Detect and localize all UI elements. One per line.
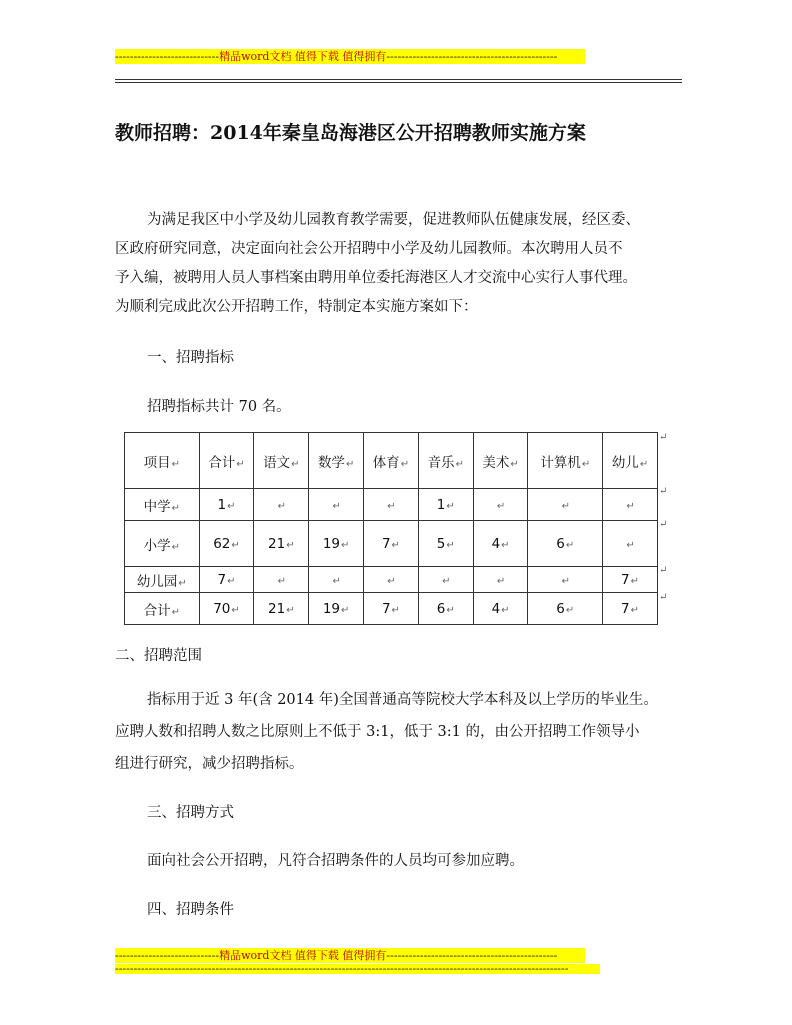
table-cell bbox=[125, 521, 200, 567]
table-cell bbox=[364, 489, 419, 521]
table-cell bbox=[603, 521, 658, 567]
cell-end-mark: ↵ bbox=[178, 577, 187, 589]
cell-end-mark: ↵ bbox=[171, 458, 180, 470]
cell-end-mark: ↵ bbox=[236, 458, 245, 470]
table-cell bbox=[418, 567, 473, 593]
table-cell bbox=[309, 433, 364, 489]
cell-end-mark: ↵ bbox=[626, 539, 635, 551]
cell-end-mark: ↵ bbox=[626, 500, 635, 512]
cell-end-mark: ↵ bbox=[400, 458, 410, 470]
table-cell bbox=[473, 489, 528, 521]
header-banner bbox=[115, 49, 585, 64]
cell-end-mark: ↵ bbox=[231, 604, 240, 616]
cell-end-mark: ↵ bbox=[496, 500, 506, 512]
cell-value: 音乐 bbox=[427, 454, 455, 471]
footer-banner bbox=[115, 948, 585, 963]
row-mark-3: ↵ bbox=[659, 565, 668, 576]
page-title: 教师招聘：2014年秦皇岛海港区公开招聘教师实施方案 bbox=[115, 122, 586, 144]
section2-heading: 二、招聘范围 bbox=[115, 648, 202, 664]
cell-value: 7 bbox=[621, 571, 630, 588]
cell-value: 幼儿 bbox=[611, 454, 639, 471]
cell-value: 6 bbox=[556, 535, 565, 552]
section1-text: 招聘指标共计 70 名。 bbox=[147, 399, 291, 415]
cell-end-mark: ↵ bbox=[639, 458, 649, 470]
table-cell bbox=[528, 489, 603, 521]
cell-end-mark: ↵ bbox=[630, 604, 640, 616]
cell-value: 数学 bbox=[317, 454, 345, 471]
header-rule-top bbox=[115, 79, 682, 80]
row-mark-2: ↵ bbox=[659, 519, 668, 530]
cell-end-mark: ↵ bbox=[291, 458, 300, 470]
cell-end-mark: ↵ bbox=[286, 539, 295, 551]
intro-line-4: 为顺利完成此次公开招聘工作，特制定本实施方案如下： bbox=[115, 299, 478, 315]
cell-end-mark: ↵ bbox=[561, 500, 570, 512]
footer-dashes-left: ---------------------------- bbox=[115, 949, 220, 962]
intro-line-2: 区政府研究同意，决定面向社会公开招聘中小学及幼儿园教师。本次聘用人员不 bbox=[115, 241, 623, 257]
table-cell bbox=[309, 593, 364, 625]
table-cell bbox=[603, 489, 658, 521]
section3-text: 面向社会公开招聘，凡符合招聘条件的人员均可参加应聘。 bbox=[147, 853, 524, 869]
cell-end-mark: ↵ bbox=[171, 606, 180, 618]
table-cell bbox=[528, 567, 603, 593]
table-cell bbox=[125, 489, 200, 521]
table-cell bbox=[603, 593, 658, 625]
table-cell bbox=[125, 567, 200, 593]
table-cell bbox=[254, 521, 309, 567]
cell-value: 70 bbox=[213, 600, 231, 617]
table-cell bbox=[309, 567, 364, 593]
section2-line-2: 应聘人数和招聘人数之比原则上不低于 3:1，低于 3:1 的，由公开招聘工作领导小 bbox=[115, 724, 640, 740]
cell-end-mark: ↵ bbox=[581, 458, 591, 470]
cell-end-mark: ↵ bbox=[446, 604, 455, 616]
cell-end-mark: ↵ bbox=[227, 575, 236, 587]
row-mark-0: ↵ bbox=[659, 432, 668, 443]
footer-dash-line: -------------------------------------------------------------------------------------------------------------------------- bbox=[115, 964, 600, 974]
cell-end-mark: ↵ bbox=[171, 502, 180, 514]
cell-end-mark: ↵ bbox=[455, 458, 464, 470]
table-row bbox=[125, 521, 658, 567]
table-cell bbox=[199, 521, 254, 567]
footer-dashes-right: ---------------------------------------------- bbox=[386, 949, 558, 962]
cell-end-mark: ↵ bbox=[510, 458, 519, 470]
table-cell bbox=[254, 593, 309, 625]
cell-value: 幼儿园 bbox=[136, 573, 178, 590]
cell-end-mark: ↵ bbox=[630, 575, 640, 587]
cell-value: 中学 bbox=[143, 498, 171, 515]
table-cell bbox=[254, 567, 309, 593]
table-cell bbox=[418, 521, 473, 567]
cell-end-mark: ↵ bbox=[561, 575, 570, 587]
table-cell bbox=[473, 521, 528, 567]
cell-value: 项目 bbox=[143, 454, 171, 471]
cell-end-mark: ↵ bbox=[387, 575, 396, 587]
cell-end-mark: ↵ bbox=[277, 575, 287, 587]
table-cell bbox=[364, 433, 419, 489]
header-text: 精品word文档 值得下载 值得拥有 bbox=[219, 50, 387, 63]
cell-end-mark: ↵ bbox=[341, 604, 350, 616]
table-cell bbox=[364, 593, 419, 625]
cell-value: 7 bbox=[217, 571, 227, 588]
cell-value: 19 bbox=[322, 600, 341, 617]
cell-end-mark: ↵ bbox=[231, 539, 240, 551]
table-row bbox=[125, 567, 658, 593]
table-cell bbox=[528, 593, 603, 625]
table-cell bbox=[473, 433, 528, 489]
table-cell bbox=[473, 567, 528, 593]
intro-line-1: 为满足我区中小学及幼儿园教育教学需要，促进教师队伍健康发展，经区委、 bbox=[147, 212, 640, 228]
cell-end-mark: ↵ bbox=[171, 541, 180, 553]
recruitment-table bbox=[124, 432, 658, 625]
table-cell bbox=[603, 433, 658, 489]
cell-value: 计算机 bbox=[540, 454, 581, 471]
table-cell bbox=[254, 433, 309, 489]
table-cell bbox=[418, 433, 473, 489]
cell-value: 5 bbox=[436, 535, 446, 552]
intro-line-3: 予入编，被聘用人员人事档案由聘用单位委托海港区人才交流中心实行人事代理。 bbox=[115, 270, 637, 286]
cell-end-mark: ↵ bbox=[565, 539, 575, 551]
row-mark-4: ↵ bbox=[659, 592, 668, 603]
section4-heading: 四、招聘条件 bbox=[147, 902, 234, 918]
cell-value: 4 bbox=[491, 535, 501, 552]
cell-end-mark: ↵ bbox=[332, 500, 341, 512]
table-row bbox=[125, 489, 658, 521]
table-cell bbox=[364, 567, 419, 593]
cell-end-mark: ↵ bbox=[391, 604, 400, 616]
cell-end-mark: ↵ bbox=[277, 500, 287, 512]
table-cell bbox=[418, 593, 473, 625]
cell-end-mark: ↵ bbox=[446, 539, 455, 551]
table-cell bbox=[473, 593, 528, 625]
cell-value: 21 bbox=[268, 600, 286, 617]
section2-line-1: 指标用于近 3 年(含 2014 年)全国普通高等院校大学本科及以上学历的毕业生。 bbox=[147, 692, 658, 708]
cell-end-mark: ↵ bbox=[391, 539, 400, 551]
cell-value: 合计 bbox=[143, 602, 171, 619]
table-cell bbox=[309, 521, 364, 567]
cell-end-mark: ↵ bbox=[332, 575, 341, 587]
table-cell bbox=[199, 567, 254, 593]
header-dashes-left: ---------------------------- bbox=[115, 50, 220, 63]
cell-end-mark: ↵ bbox=[501, 539, 510, 551]
cell-value: 1 bbox=[217, 496, 227, 513]
cell-value: 1 bbox=[436, 496, 446, 513]
table-cell bbox=[125, 433, 200, 489]
table-cell bbox=[199, 489, 254, 521]
cell-end-mark: ↵ bbox=[496, 575, 506, 587]
cell-end-mark: ↵ bbox=[227, 500, 236, 512]
table-header-row bbox=[125, 433, 658, 489]
row-mark-1: ↵ bbox=[659, 486, 668, 497]
cell-value: 4 bbox=[491, 600, 501, 617]
cell-value: 体育 bbox=[372, 454, 400, 471]
cell-value: 合计 bbox=[208, 454, 236, 471]
footer-text: 精品word文档 值得下载 值得拥有 bbox=[219, 949, 387, 962]
cell-value: 62 bbox=[213, 535, 231, 552]
cell-value: 21 bbox=[268, 535, 286, 552]
cell-value: 19 bbox=[322, 535, 341, 552]
cell-end-mark: ↵ bbox=[442, 575, 451, 587]
table-row bbox=[125, 593, 658, 625]
cell-value: 语文 bbox=[263, 454, 291, 471]
cell-value: 6 bbox=[436, 600, 446, 617]
table-cell bbox=[125, 593, 200, 625]
cell-end-mark: ↵ bbox=[501, 604, 510, 616]
table-cell bbox=[199, 433, 254, 489]
section3-heading: 三、招聘方式 bbox=[147, 805, 234, 821]
table-cell bbox=[528, 433, 603, 489]
table-cell bbox=[309, 489, 364, 521]
table-cell bbox=[418, 489, 473, 521]
cell-value: 6 bbox=[556, 600, 565, 617]
cell-value: 7 bbox=[381, 535, 391, 552]
table-cell bbox=[199, 593, 254, 625]
cell-end-mark: ↵ bbox=[345, 458, 355, 470]
cell-end-mark: ↵ bbox=[565, 604, 575, 616]
section2-line-3: 组进行研究，减少招聘指标。 bbox=[115, 756, 304, 772]
cell-value: 美术 bbox=[482, 454, 510, 471]
cell-value: 7 bbox=[621, 600, 630, 617]
cell-value: 7 bbox=[381, 600, 391, 617]
cell-end-mark: ↵ bbox=[387, 500, 396, 512]
section1-heading: 一、招聘指标 bbox=[147, 350, 234, 366]
table-cell bbox=[364, 521, 419, 567]
table-cell bbox=[528, 521, 603, 567]
cell-value: 小学 bbox=[143, 537, 171, 554]
table-cell bbox=[254, 489, 309, 521]
table-cell bbox=[603, 567, 658, 593]
cell-end-mark: ↵ bbox=[446, 500, 455, 512]
cell-end-mark: ↵ bbox=[286, 604, 295, 616]
cell-end-mark: ↵ bbox=[341, 539, 350, 551]
header-dashes-right: ---------------------------------------------- bbox=[386, 50, 558, 63]
header-rule-bottom bbox=[115, 82, 682, 83]
